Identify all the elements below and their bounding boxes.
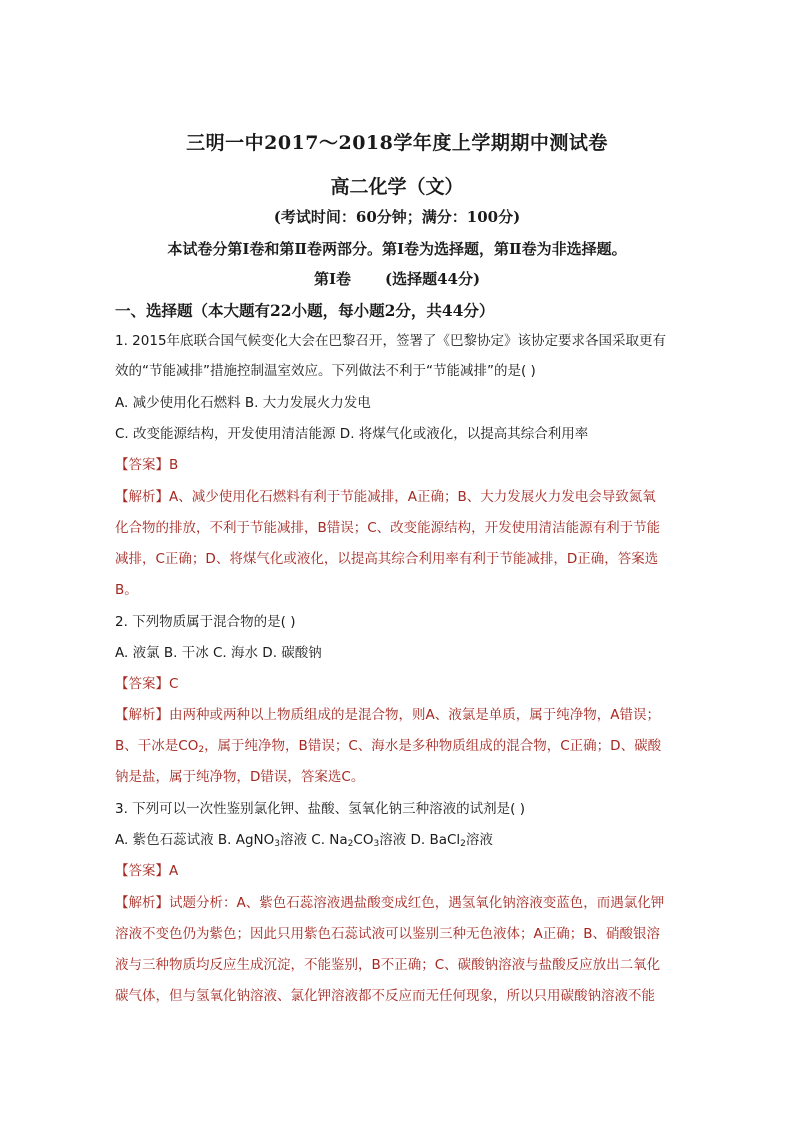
analysis-tag: 【解析】 [115,895,169,911]
volume-heading [0,268,794,289]
q3-analysis-line3: 液与三种物质均反应生成沉淀，不能鉴别，B不正确；C、碳酸钠溶液与盐酸反应放出二氧化 [115,957,661,973]
q2-stem: 2. 下列物质属于混合物的是( ) [115,614,296,630]
q1-analysis-line4: B。 [115,582,138,598]
answer-tag: 【答案】 [115,863,169,879]
q1-options-line2: C. 改变能源结构，开发使用清洁能源 D. 将煤气化或液化，以提高其综合利用率 [115,426,589,442]
answer-value: B [169,457,179,473]
q1-answer [115,455,687,475]
answer-tag: 【答案】 [115,457,169,473]
exam-info: (考试时间：60分钟；满分：100分) [273,208,521,226]
q3-analysis-line4: 碳气体，但与氢氧化钠溶液、氯化钾溶液都不反应而无任何现象，所以只用碳酸钠溶液不能 [115,988,655,1004]
q3-answer [115,861,687,881]
q3-analysis-line2: 溶液不变色仍为紫色；因此只用紫色石蕊试液可以鉴别三种无色液体；A正确；B、硝酸银溶 [115,926,660,942]
volume-desc: (选择题44分) [384,270,481,288]
q2-analysis-line3: 钠是盐，属于纯净物，D错误，答案选C。 [115,769,365,785]
q1-analysis-line1: 【解析】A、减少使用化石燃料有利于节能减排，A正确；B、大力发展火力发电会导致氮氧 [115,489,656,505]
q3-analysis-line1: 【解析】试题分析：A、紫色石蕊溶液遇盐酸变成红色，遇氢氧化钠溶液变蓝色，而遇氯化钾 [115,895,665,911]
q2-analysis-line2: B、干冰是$CO_2$，属于纯净物，B错误；C、海水是多种物质组成的混合物，C正确；D、碳酸 [115,738,662,755]
q2-options: A. 液氯 B. 干冰 C. 海水 D. 碳酸钠 [115,645,322,661]
q1-analysis-line3: 减排，C正确；D、将煤气化或液化，以提高其综合利用率有利于节能减排，D正确，答案选 [115,551,659,567]
q1-stem-line2: 效的“节能减排”措施控制温室效应。下列做法不利于“节能减排”的是( ) [115,363,536,379]
q1-analysis-line2: 化合物的排放，不利于节能减排，B错误；C、改变能源结构，开发使用清洁能源有利于节能 [115,520,661,536]
analysis-tag: 【解析】 [115,489,169,505]
exam-title: 三明一中2017～2018学年度上学期期中测试卷 [186,132,608,154]
q1-options-line1: A. 减少使用化石燃料 B. 大力发展火力发电 [115,395,371,411]
analysis-tag: 【解析】 [115,707,169,723]
q2-analysis-line1: 【解析】由两种或两种以上物质组成的是混合物，则A、液氯是单质，属于纯净物，A错误； [115,707,660,723]
section-heading: 一、选择题（本大题有22小题，每小题2分，共44分） [115,301,495,320]
structure-note: 本试卷分第Ⅰ卷和第Ⅱ卷两部分。第Ⅰ卷为选择题，第Ⅱ卷为非选择题。 [167,240,627,258]
q3-stem: 3. 下列可以一次性鉴别氯化钾、盐酸、氢氧化钠三种溶液的试剂是( ) [115,801,525,817]
answer-value: C [169,676,179,692]
q2-answer [115,674,687,694]
volume-label: 第Ⅰ卷 [313,270,351,288]
answer-value: A [169,863,179,879]
answer-tag: 【答案】 [115,676,169,692]
q1-stem-line1: 1. 2015年底联合国气候变化大会在巴黎召开，签署了《巴黎协定》该协定要求各国采取更有 [115,333,667,349]
subject-title: 高二化学（文） [330,176,464,198]
q3-options: A. 紫色石蕊试液 B. AgNO$_3$溶液 C. $Na_2CO_3$溶液 D. BaCl$_2$溶液 [115,832,493,849]
